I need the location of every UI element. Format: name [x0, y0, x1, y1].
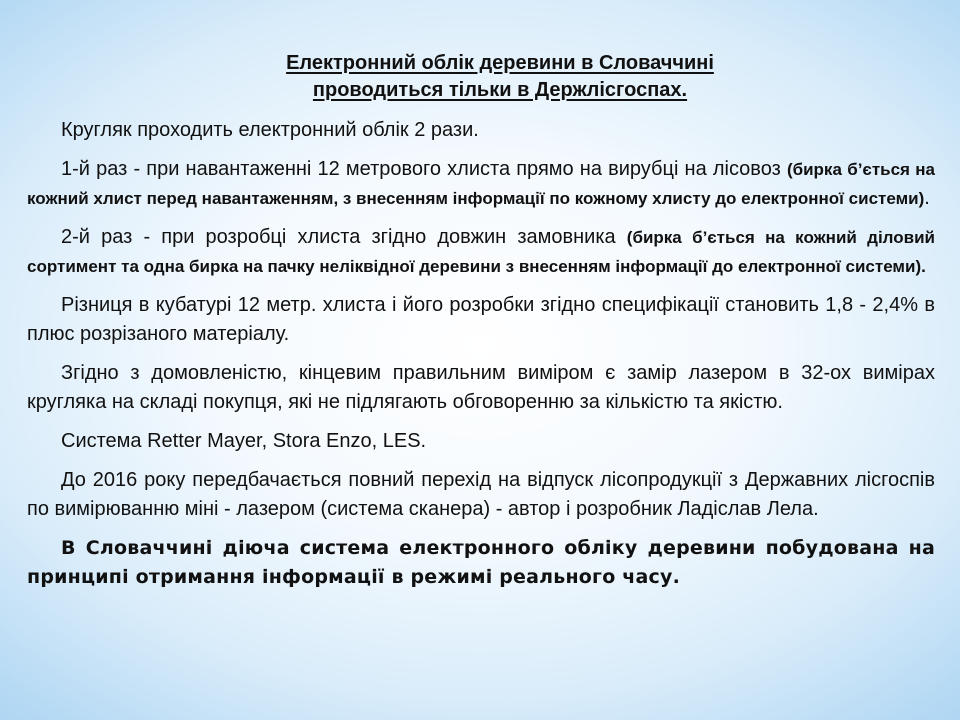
- paragraph-second-time: [27, 223, 935, 281]
- second-time-text: 2-й раз - при розробці хлиста згідно довжин замовника: [61, 226, 627, 248]
- paragraph-laser-measurement: Згідно з домовленістю, кінцевим правильним виміром є замір лазером в 32-ох вимірах кругляка на складі покупця, які не підлягають обговоренню за кількістю та якістю.: [27, 362, 935, 413]
- paragraph-first-time: [27, 155, 935, 213]
- paragraph-volume-difference: Різниця в кубатурі 12 метр. хлиста і його розробки згідно специфікації становить 1,8 - 2,4% в плюс розрізаного матеріалу.: [27, 294, 935, 345]
- first-time-note: (бирка б’ється на кожний хлист перед навантаженням, з внесенням інформації по кожному хлисту до електронної системи): [27, 160, 936, 208]
- paragraph-transition-2016: До 2016 року передбачається повний перехід на відпуск лісопродукції з Державних лісгоспів по вимірюванню міні - лазером (система сканера) - автор і розробник Ладіслав Лела.: [27, 469, 935, 520]
- slide-title: [60, 50, 940, 104]
- paragraph-conclusion: В Словаччині діюча система електронного обліку деревини побудована на принципі отримання інформації в режимі реального часу.: [27, 537, 935, 588]
- title-line-2: проводиться тільки в Держлісгоспах.: [312, 79, 688, 101]
- slide-body: [27, 116, 935, 602]
- second-time-note: (бирка б’ється на кожний діловий сортимент та одна бирка на пачку неліквідної деревини з внесенням інформації до електронної системи).: [27, 228, 935, 276]
- paragraph-system-names: Система Retter Mayer, Stora Enzo, LES.: [61, 430, 427, 452]
- first-time-end: .: [924, 187, 930, 209]
- first-time-text: 1-й раз - при навантаженні 12 метрового хлиста прямо на вирубці на лісовоз: [61, 158, 787, 180]
- paragraph-count: Кругляк проходить електронний облік 2 рази.: [61, 119, 479, 141]
- title-line-1: Електронний облік деревини в Словаччині: [286, 52, 714, 74]
